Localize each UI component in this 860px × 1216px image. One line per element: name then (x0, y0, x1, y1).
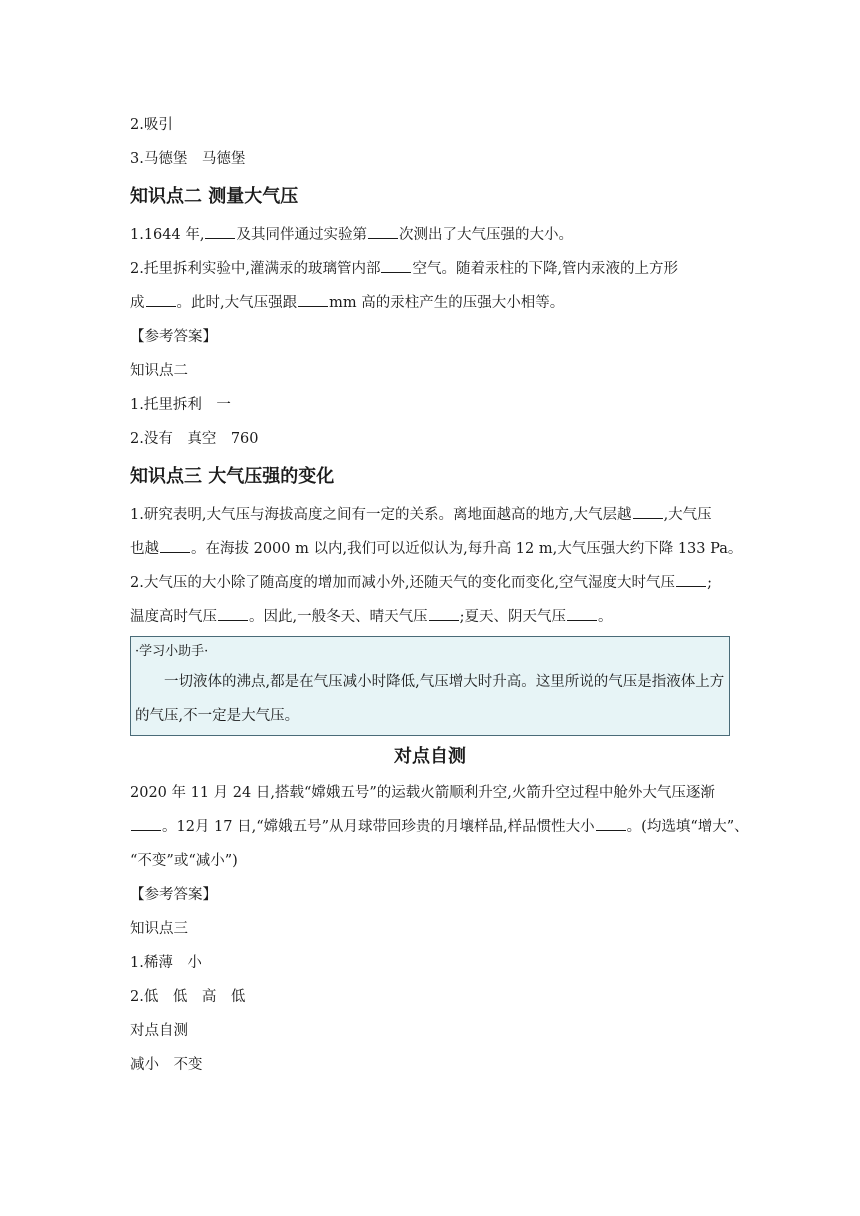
fill-blank[interactable] (633, 517, 663, 519)
text-run: 。12月 17 日,“嫦娥五号”从月球带回珍贵的月壤样品,样品惯性大小 (162, 819, 595, 835)
answer-line: 减小 不变 (130, 1057, 203, 1073)
fill-blank[interactable] (298, 305, 328, 307)
text-run: mm 高的汞柱产生的压强大小相等。 (329, 295, 565, 311)
question-line (130, 600, 730, 634)
question-line (130, 810, 749, 844)
text-run: ;夏天、阴天气压 (459, 609, 566, 625)
question-line: “不变”或“减小”) (130, 853, 238, 869)
text-run: 及其同伴通过实验第 (236, 227, 367, 243)
question-line (130, 252, 730, 286)
answer-line: 2.没有 真空 760 (130, 431, 259, 447)
fill-blank[interactable] (596, 829, 626, 831)
fill-blank[interactable] (368, 237, 398, 239)
question-line (130, 532, 743, 566)
section-heading: 知识点二 测量大气压 (130, 186, 299, 207)
fill-blank[interactable] (429, 619, 459, 621)
fill-blank[interactable] (567, 619, 597, 621)
question-line (130, 286, 730, 320)
text-run: 。此时,大气压强跟 (176, 295, 298, 311)
text-run: 也越 (130, 541, 159, 557)
text-run: 。因此,一般冬天、晴天气压 (249, 609, 428, 625)
text-run: 2020 年 11 月 24 日,搭载“嫦娥五号”的运载火箭顺利升空,火箭升空过程中舱外大气压逐渐 (130, 785, 715, 801)
fill-blank[interactable] (205, 237, 235, 239)
text-run: 。在海拔 2000 m 以内,我们可以近似认为,每升高 12 m,大气压强大约下降 133 Pa。 (191, 541, 743, 557)
fill-blank[interactable] (146, 305, 176, 307)
text-run: 1.研究表明,大气压与海拔高度之间有一定的关系。离地面越高的地方,大气层越 (130, 507, 632, 523)
answer-line: 2.吸引 (130, 117, 173, 133)
answer-line: 3.马德堡 马德堡 (130, 151, 246, 167)
answer-heading: 知识点二 (130, 363, 188, 379)
answer-heading: 知识点三 (130, 921, 188, 937)
study-helper-box (130, 636, 730, 736)
fill-blank[interactable] (160, 551, 190, 553)
helper-title: ·学习小助手· (135, 644, 209, 659)
helper-text: 一切液体的沸点,都是在气压减小时降低,气压增大时升高。这里所说的气压是指液体上方的气压,不一定是大气压。 (135, 674, 725, 724)
text-run: 成 (130, 295, 145, 311)
question-line (130, 566, 730, 600)
text-run: 2.大气压的大小除了随高度的增加而减小外,还随天气的变化而变化,空气湿度大时气压 (130, 575, 676, 591)
answer-line: 2.低 低 高 低 (130, 989, 246, 1005)
fill-blank[interactable] (218, 619, 248, 621)
fill-blank[interactable] (131, 829, 161, 831)
text-run: 2.托里拆利实验中,灌满汞的玻璃管内部 (130, 261, 381, 277)
fill-blank[interactable] (676, 585, 706, 587)
question-line (130, 218, 730, 252)
text-run: 温度高时气压 (130, 609, 217, 625)
text-run: 1.1644 年, (130, 227, 205, 243)
text-run: ,大气压 (663, 507, 712, 523)
text-run: 。 (598, 609, 613, 625)
fill-blank[interactable] (381, 271, 411, 273)
question-line (130, 498, 730, 532)
text-run: ; (707, 575, 712, 591)
text-run: 次测出了大气压强的大小。 (398, 227, 573, 243)
answer-line: 1.托里拆利 一 (130, 397, 231, 413)
text-run: 空气。随着汞柱的下降,管内汞液的上方形 (412, 261, 679, 277)
text-run: 。(均选填“增大”、 (626, 819, 749, 835)
answer-heading: 对点自测 (130, 1023, 188, 1039)
answer-label: 【参考答案】 (130, 329, 217, 345)
section-heading: 知识点三 大气压强的变化 (130, 466, 335, 487)
answer-label: 【参考答案】 (130, 887, 217, 903)
question-line (130, 776, 730, 810)
self-test-title: 对点自测 (394, 746, 466, 767)
answer-line: 1.稀薄 小 (130, 955, 202, 971)
